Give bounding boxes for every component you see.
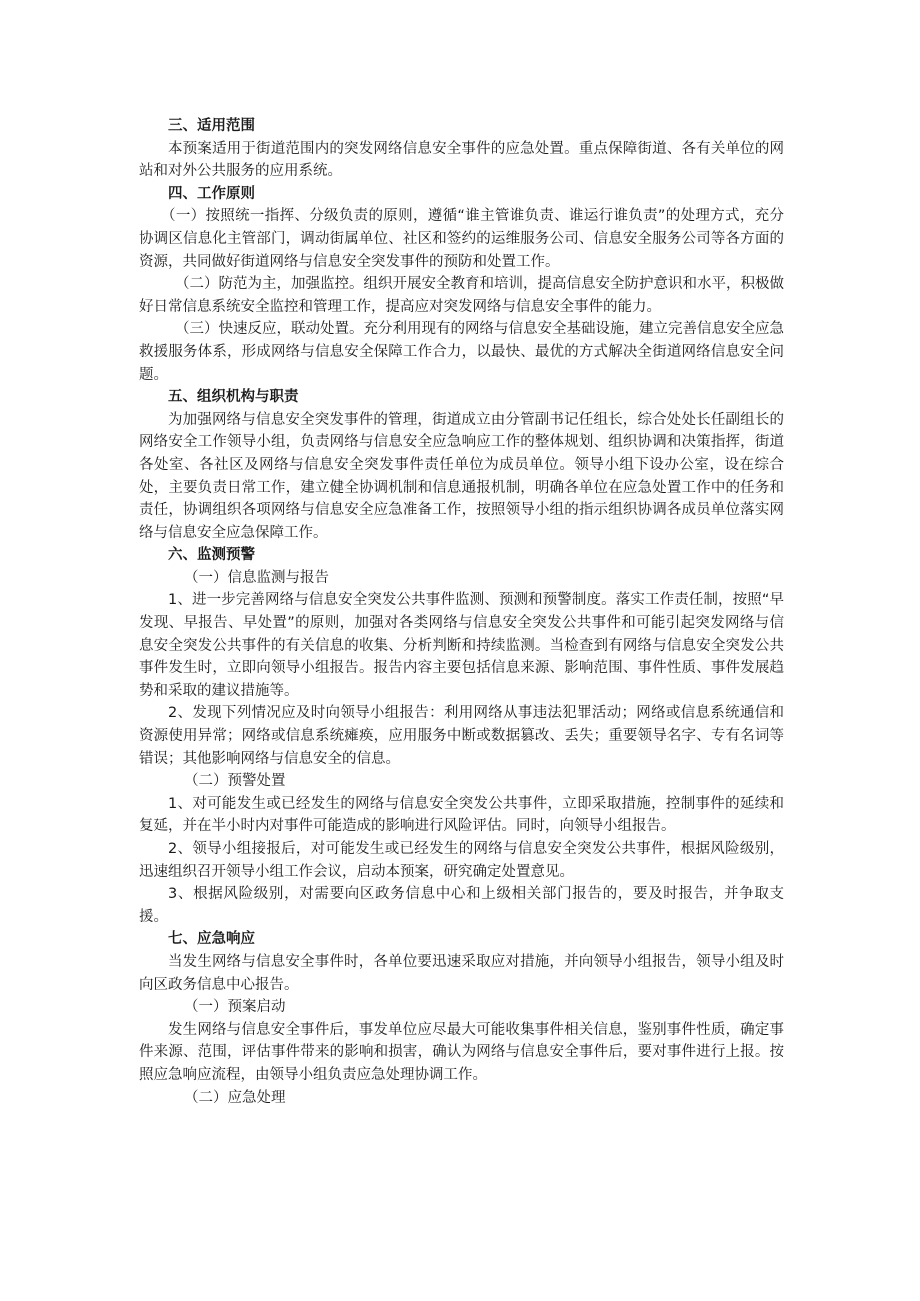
- section-heading-response: 七、应急响应: [168, 931, 255, 948]
- paragraph: （二）防范为主，加强监控。组织开展安全教育和培训，提高信息安全防护意识和水平，积极做好日常信息系统安全监控和管理工作，提高应对突发网络与信息安全事件的能力。: [139, 276, 784, 315]
- paragraph: 1、对可能发生或已经发生的网络与信息安全突发公共事件，立即采取措施，控制事件的延续和复延，并在半小时内对事件可能造成的影响进行风险评估。同时，向领导小组报告。: [139, 795, 784, 835]
- document-body: [139, 115, 784, 1109]
- paragraph: 3、根据风险级别，对需要向区政务信息中心和上级相关部门报告的，要及时报告，并争取支援。: [139, 886, 784, 925]
- paragraph: 本预案适用于街道范围内的突发网络信息安全事件的应急处置。重点保障街道、各有关单位的网站和对外公共服务的应用系统。: [139, 140, 784, 180]
- paragraph: 2、发现下列情况应及时向领导小组报告：利用网络从事违法犯罪活动；网络或信息系统通信和资源使用异常；网络或信息系统瘫痪，应用服务中断或数据篡改、丢失；重要领导名字、专有名词等错误；其他影响网络与信息安全的信息。: [139, 705, 784, 767]
- paragraph: 为加强网络与信息安全突发事件的管理，街道成立由分管副书记任组长，综合处处长任副组长的网络安全工作领导小组，负责网络与信息安全应急响应工作的整体规划、组织协调和决策指挥，街道各处室、各社区及网络与信息安全突发事件责任单位为成员单位。领导小组下设办公室，设在综合处，主要负责日常工作，建立健全协调机制和信息通报机制，明确各单位在应急处置工作中的任务和责任，协调组织各项网络与信息安全应急准备工作，按照领导小组的指示组织协调各成员单位落实网络与信息安全应急保障工作。: [139, 411, 784, 541]
- section-heading-monitoring: 六、监测预警: [168, 547, 255, 564]
- paragraph: （三）快速反应，联动处置。充分利用现有的网络与信息安全基础设施，建立完善信息安全应急救援服务体系，形成网络与信息安全保障工作合力，以最快、最优的方式解决全街道网络信息安全问题。: [139, 321, 784, 383]
- paragraph: 1、进一步完善网络与信息安全突发公共事件监测、预测和预警制度。落实工作责任制，按照“早发现、早报告、早处置”的原则，加强对各类网络与信息安全突发公共事件和可能引起突发网络与信息安全突发公共事件的有关信息的收集、分析判断和持续监测。当检查到有网络与信息安全突发公共事件发生时，立即向领导小组报告。报告内容主要包括信息来源、影响范围、事件性质、事件发展趋势和采取的建议措施等。: [139, 592, 784, 699]
- subsection-heading: （一）预案启动: [184, 999, 286, 1016]
- section-heading-principles: 四、工作原则: [168, 185, 255, 202]
- section-heading-scope: 三、适用范围: [168, 118, 255, 134]
- subsection-heading: （二）应急处理: [184, 1089, 286, 1106]
- subsection-heading: （一）信息监测与报告: [184, 569, 329, 586]
- paragraph: 2、领导小组接报后，对可能发生或已经发生的网络与信息安全突发公共事件，根据风险级别，迅速组织召开领导小组工作会议，启动本预案，研究确定处置意见。: [139, 841, 784, 880]
- paragraph: 发生网络与信息安全事件后，事发单位应尽最大可能收集事件相关信息，鉴别事件性质，确定事件来源、范围，评估事件带来的影响和损害，确认为网络与信息安全事件后，要对事件进行上报。按照应急响应流程，由领导小组负责应急处理协调工作。: [139, 1021, 784, 1083]
- subsection-heading: （二）预警处置: [184, 773, 286, 790]
- section-heading-organization: 五、组织机构与职责: [168, 389, 299, 406]
- paragraph: 当发生网络与信息安全事件时，各单位要迅速采取应对措施，并向领导小组报告，领导小组及时向区政务信息中心报告。: [139, 953, 784, 993]
- paragraph: （一）按照统一指挥、分级负责的原则，遵循“谁主管谁负责、谁运行谁负责”的处理方式，充分协调区信息化主管部门，调动街属单位、社区和签约的运维服务公司、信息安全服务公司等各方面的资源，共同做好街道网络与信息安全突发事件的预防和处置工作。: [139, 208, 784, 270]
